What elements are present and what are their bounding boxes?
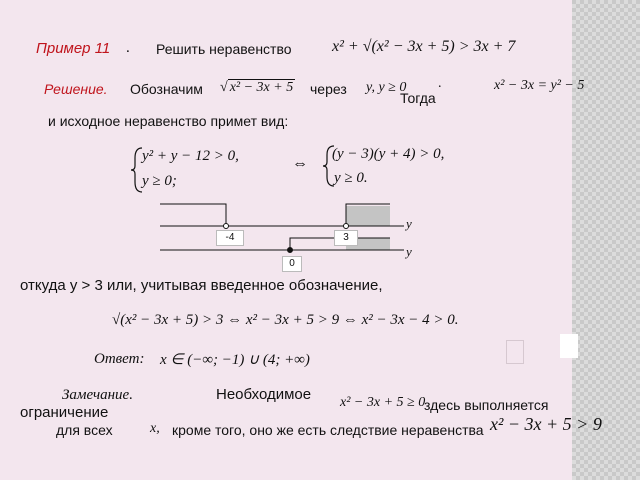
remark-text1: Необходимое xyxy=(216,386,312,403)
right-system-line2: y ≥ 0. xyxy=(334,170,368,186)
designate-text: Обозначим xyxy=(130,81,203,97)
answer-label: Ответ: xyxy=(94,351,145,367)
open-point-3 xyxy=(344,224,349,229)
remark-condition: x² − 3x + 5 ≥ 0 xyxy=(340,395,426,410)
remark-last-inequality: x² − 3x + 5 > 9 xyxy=(490,414,602,434)
interval-y-lt-neg4 xyxy=(160,204,226,226)
then-text: Тогда xyxy=(400,90,436,106)
answer-value: x ∈ (−∞; −1) ∪ (4; +∞) xyxy=(160,352,310,368)
task-text: Решить неравенство xyxy=(156,41,292,57)
conclusion-text: откуда y > 3 или, учитывая введенное обозначение, xyxy=(20,277,383,294)
remark-text4: для всех xyxy=(56,422,113,438)
example-label: Пример 11 xyxy=(36,40,111,57)
closed-point-0 xyxy=(288,248,293,253)
tick-label-neg4: -4 xyxy=(216,230,244,246)
open-point-neg4 xyxy=(224,224,229,229)
remark-label: Замечание. xyxy=(62,387,133,403)
axis-label-y2: y xyxy=(406,244,412,259)
remark-text2: ограничение xyxy=(20,404,109,421)
remark-text3: здесь выполняется xyxy=(424,397,549,413)
solution-dot: . xyxy=(438,76,442,91)
solution-label: Решение. xyxy=(44,81,108,97)
left-system-line2: y ≥ 0; xyxy=(142,173,177,189)
decorative-side-strip xyxy=(572,0,640,480)
right-system-line1: (y − 3)(y + 4) > 0, xyxy=(332,146,445,162)
interval-y-gt-3 xyxy=(346,206,390,226)
remark-text5: кроме того, оно же есть следствие неравенства xyxy=(172,422,484,438)
example-dot: . xyxy=(126,40,130,56)
variable-y: y, y ≥ 0 xyxy=(366,80,407,95)
equivalence-chain: √(x² − 3x + 5) > 3 ⇔ x² − 3x + 5 > 9 ⇔ x² − 3x − 4 > 0. xyxy=(112,312,459,328)
inequality-intro-text: и исходное неравенство примет вид: xyxy=(48,113,289,129)
radical-expression: √ x² − 3x + 5 xyxy=(220,80,294,95)
axis-label-y1: y xyxy=(406,216,412,231)
white-box xyxy=(560,334,578,358)
equivalence-symbol: ⇔ xyxy=(292,155,308,172)
left-system-line1: y² + y − 12 > 0, xyxy=(142,148,239,164)
placeholder-box xyxy=(506,340,524,364)
tick-label-3: 3 xyxy=(334,230,358,246)
task-inequality: x² + √(x² − 3x + 5) > 3x + 7 xyxy=(332,38,516,55)
remark-var: x, xyxy=(150,421,160,436)
relation-expression: x² − 3x = y² − 5 xyxy=(494,78,585,93)
tick-label-0: 0 xyxy=(282,256,302,272)
through-text: через xyxy=(310,81,347,97)
